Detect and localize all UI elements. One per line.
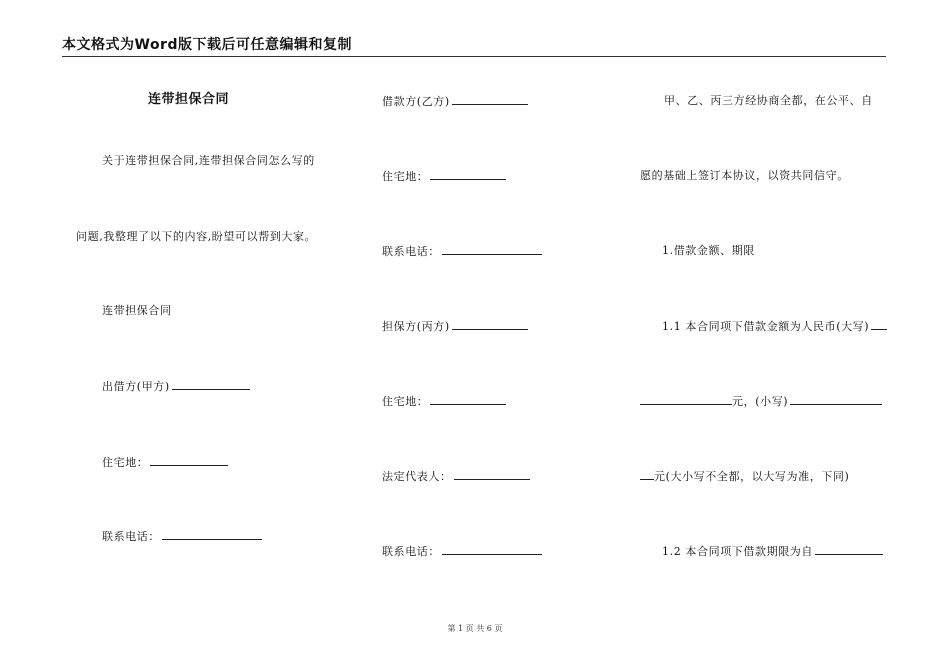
borrower-phone-blank	[442, 244, 542, 255]
guarantor-field	[382, 319, 528, 334]
legal-rep-blank	[454, 469, 530, 480]
lender-field	[102, 379, 250, 394]
amount-small-blank-cont	[640, 469, 654, 480]
borrower-address-label: 住宅地：	[382, 170, 429, 183]
legal-rep-label: 法定代表人：	[382, 470, 452, 483]
lender-address-blank	[150, 455, 228, 466]
borrower-phone-field	[382, 244, 542, 259]
lender-label: 出借方(甲方)	[102, 380, 170, 393]
column-right	[640, 0, 890, 672]
lender-blank	[172, 379, 250, 390]
borrower-phone-label: 联系电话：	[382, 245, 440, 258]
term-start-blank	[815, 544, 883, 555]
subtitle-line: 连带担保合同	[102, 304, 172, 317]
lender-phone-field	[102, 529, 262, 544]
amount-upper-blank	[871, 319, 887, 330]
guarantor-label: 担保方(丙方)	[382, 320, 450, 333]
agreement-line-1: 甲、乙、丙三方经协商全都，在公平、自	[664, 94, 873, 107]
borrower-field	[382, 94, 528, 109]
guarantor-phone-label: 联系电话：	[382, 545, 440, 558]
page-footer: 第 1 页 共 6 页	[447, 624, 503, 633]
intro-line-1: 关于连带担保合同,连带担保合同怎么写的	[102, 154, 315, 167]
borrower-blank	[452, 94, 528, 105]
guarantor-address-field	[382, 394, 506, 409]
legal-rep-field	[382, 469, 530, 484]
amount-upper-blank-cont	[640, 394, 732, 405]
section-1-2-field	[662, 544, 883, 559]
lender-address-field	[102, 455, 228, 470]
agreement-line-2: 愿的基础上签订本协议，以资共同信守。	[640, 169, 849, 182]
lender-phone-blank	[162, 529, 262, 540]
guarantor-address-label: 住宅地：	[382, 395, 429, 408]
amount-small-label: 元，(小写)	[732, 395, 789, 408]
amount-small-blank	[790, 394, 882, 405]
column-left	[62, 0, 332, 672]
section-1-1-text: 1.1 本合同项下借款金额为人民币(大写)	[662, 320, 870, 333]
contract-title: 连带担保合同	[148, 92, 230, 107]
guarantor-phone-field	[382, 544, 542, 559]
intro-line-2: 问题,我整理了以下的内容,盼望可以帮到大家。	[76, 230, 317, 243]
amount-note-field	[640, 469, 849, 484]
guarantor-address-blank	[430, 394, 506, 405]
section-1-1-field	[662, 319, 887, 334]
borrower-address-field	[382, 169, 506, 184]
header-text: 本文格式为Word版下载后可任意编辑和复制	[62, 37, 352, 53]
section-1-heading: 1.借款金额、期限	[662, 244, 755, 257]
borrower-address-blank	[430, 169, 506, 180]
column-middle	[382, 0, 612, 672]
section-1-2-text: 1.2 本合同项下借款期限为自	[662, 545, 813, 558]
lender-phone-label: 联系电话：	[102, 530, 160, 543]
guarantor-phone-blank	[442, 544, 542, 555]
guarantor-blank	[452, 319, 528, 330]
amount-small-field	[640, 394, 882, 409]
amount-note-text: 元(大小写不全都，以大写为准，下同)	[654, 470, 850, 483]
borrower-label: 借款方(乙方)	[382, 95, 450, 108]
lender-address-label: 住宅地：	[102, 456, 149, 469]
